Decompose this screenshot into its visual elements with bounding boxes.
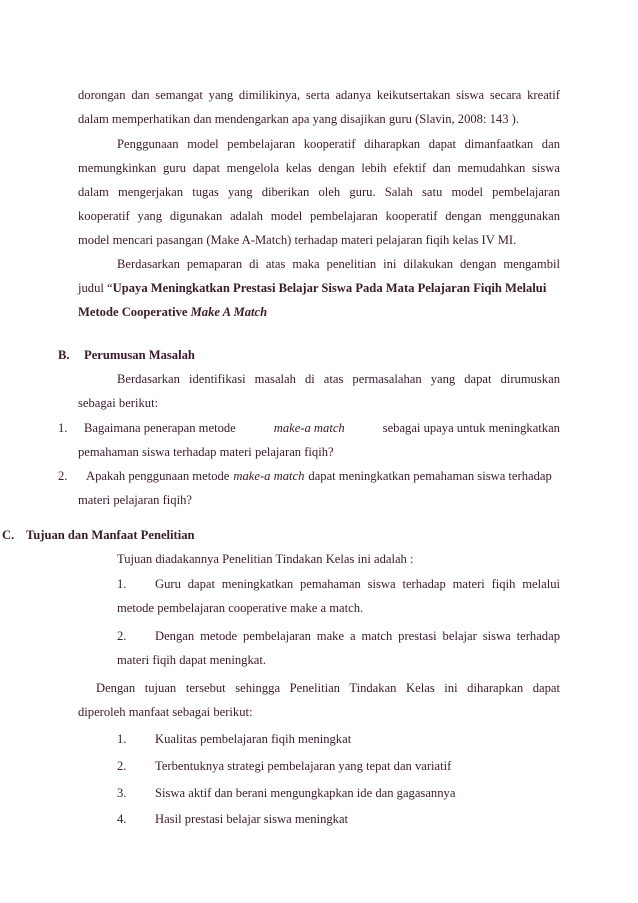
- title-quote-prefix: judul “: [78, 281, 113, 295]
- list-item-text: metode pembelajaran cooperative make a match.: [117, 601, 364, 615]
- section-letter: C.: [2, 528, 15, 542]
- list-number: 1.: [117, 577, 127, 591]
- list-item-italic: make-a match: [233, 469, 305, 483]
- paragraph-line: Dengan tujuan tersebut sehingga Penelitian Tindakan Kelas ini diharapkan dapat: [96, 681, 560, 695]
- paragraph-line: sebagai berikut:: [78, 396, 159, 410]
- list-item-text: Bagaimana penerapan metode: [84, 421, 236, 435]
- list-item-italic: make-a match: [273, 421, 345, 435]
- paragraph-line: pemahaman siswa terhadap materi pelajaran fiqih?: [78, 445, 334, 459]
- paragraph-line: Penggunaan model pembelajaran kooperatif diharapkan dapat dimanfaatkan dan: [117, 137, 560, 151]
- list-item-text: materi fiqih dapat meningkat.: [117, 653, 266, 667]
- paragraph-line: kooperatif yang digunakan adalah model pembelajaran kooperatif dengan menggunakan: [78, 209, 560, 223]
- paragraph-line: Berdasarkan identifikasi masalah di atas permasalahan yang dapat dirumuskan: [117, 372, 560, 386]
- list-number: 2.: [117, 759, 127, 773]
- list-number: 4.: [117, 812, 127, 826]
- section-heading: Perumusan Masalah: [84, 348, 195, 362]
- list-item-text: sebagai upaya untuk meningkatkan: [382, 421, 560, 435]
- list-item-text: dapat meningkatkan pemahaman siswa terhadap: [308, 469, 552, 483]
- list-number: 1.: [117, 732, 127, 746]
- list-item-text: Kualitas pembelajaran fiqih meningkat: [155, 732, 352, 746]
- research-title-method: Make A Match: [190, 305, 268, 319]
- list-item: [84, 420, 560, 436]
- list-item-text: Hasil prestasi belajar siswa meningkat: [155, 812, 349, 826]
- list-number: 1.: [58, 421, 68, 435]
- research-title: Upaya Meningkatkan Prestasi Belajar Siswa Pada Mata Pelajaran Fiqih Melalui: [112, 281, 547, 295]
- section-letter: B.: [58, 348, 70, 362]
- list-item: [86, 468, 560, 484]
- paragraph-line: Tujuan diadakannya Penelitian Tindakan Kelas ini adalah :: [117, 552, 414, 566]
- list-number: 2.: [117, 629, 127, 643]
- list-number: 2.: [58, 469, 68, 483]
- paragraph-line: dalam memperhatikan dan mendengarkan apa yang disajikan guru (Slavin, 2008: 143 ).: [78, 112, 520, 126]
- paragraph-line: [78, 304, 267, 320]
- research-title-continued: Metode Cooperative: [78, 305, 191, 319]
- list-item-text: Apakah penggunaan metode: [86, 469, 230, 483]
- list-item-text: Terbentuknya strategi pembelajaran yang tepat dan variatif: [155, 759, 452, 773]
- list-item-text: Dengan metode pembelajaran make a match prestasi belajar siswa terhadap: [155, 629, 560, 643]
- paragraph-line: [78, 280, 546, 296]
- paragraph-line: materi pelajaran fiqih?: [78, 493, 192, 507]
- paragraph-line: diperoleh manfaat sebagai berikut:: [78, 705, 253, 719]
- paragraph-line: memungkinkan guru dapat mengelola kelas dengan lebih efektif dan memudahkan siswa: [78, 161, 560, 175]
- section-heading: Tujuan dan Manfaat Penelitian: [26, 528, 195, 542]
- list-item-text: Guru dapat meningkatkan pemahaman siswa terhadap materi fiqih melalui: [155, 577, 560, 591]
- paragraph-line: dalam mengerjakan tugas yang diberikan oleh guru. Salah satu model pembelajaran: [78, 185, 560, 199]
- paragraph-line: dorongan dan semangat yang dimilikinya, serta adanya keikutsertakan siswa secara kreatif: [78, 88, 560, 102]
- list-item-text: Siswa aktif dan berani mengungkapkan ide dan gagasannya: [155, 786, 456, 800]
- paragraph-line: model mencari pasangan (Make A-Match) terhadap materi pelajaran fiqih kelas IV MI.: [78, 233, 517, 247]
- paragraph-line: Berdasarkan pemaparan di atas maka penelitian ini dilakukan dengan mengambil: [117, 257, 560, 271]
- list-number: 3.: [117, 786, 127, 800]
